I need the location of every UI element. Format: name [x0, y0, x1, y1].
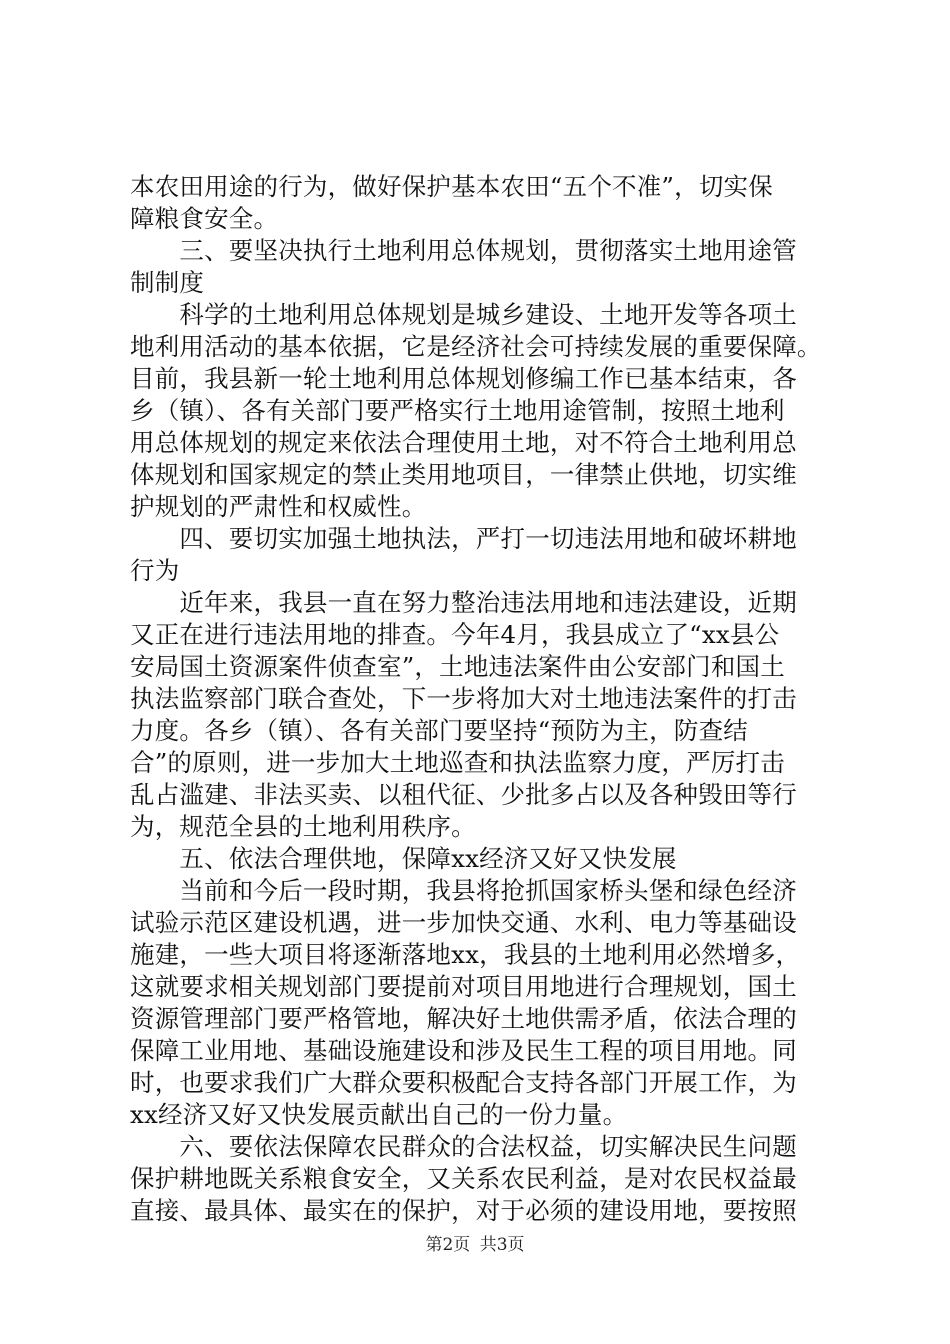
page-footer [0, 1234, 950, 1256]
text-line: xx经济又好又快发展贡献出自己的一份力量。 [130, 1100, 628, 1129]
section-heading: 行为 [130, 556, 180, 585]
text-line: 安局国土资源案件侦查室”，土地违法案件由公安部门和国土 [130, 652, 785, 681]
text-line: 为，规范全县的土地利用秩序。 [130, 812, 476, 841]
section-heading: 五、依法合理供地，保障xx经济又好又快发展 [130, 844, 677, 873]
text-line: 试验示范区建设机遇，进一步加快交通、水利、电力等基础设 [130, 908, 797, 937]
document-body [130, 171, 830, 1227]
page-number: 第2页 [425, 1235, 471, 1255]
text-line: 保障工业用地、基础设施建设和涉及民生工程的项目用地。同 [130, 1036, 797, 1065]
text-line: 乡（镇）、各有关部门要严格实行土地用途管制，按照土地利 [130, 396, 785, 425]
text-line: 护规划的严肃性和权威性。 [130, 492, 427, 521]
text-line: 合”的原则，进一步加大土地巡查和执法监察力度，严厉打击 [130, 748, 785, 777]
text-line: 乱占滥建、非法买卖、以租代征、少批多占以及各种毁田等行 [130, 780, 797, 809]
text-line: 用总体规划的规定来依法合理使用土地，对不符合土地利用总 [130, 428, 797, 457]
text-line: 目前，我县新一轮土地利用总体规划修编工作已基本结束，各 [130, 364, 797, 393]
section-heading: 制制度 [130, 268, 205, 297]
text-line: 这就要求相关规划部门要提前对项目用地进行合理规划，国土 [130, 972, 797, 1001]
section-heading: 三、要坚决执行土地利用总体规划，贯彻落实土地用途管 [130, 236, 797, 265]
section-heading: 六、要依法保障农民群众的合法权益，切实解决民生问题 [130, 1132, 797, 1161]
text-line: 近年来，我县一直在努力整治违法用地和违法建设，近期 [130, 588, 797, 617]
text-line: 地利用活动的基本依据，它是经济社会可持续发展的重要保障。 [130, 332, 822, 361]
text-line: 直接、最具体、最实在的保护，对于必须的建设用地，要按照 [130, 1196, 797, 1225]
text-line: 施建，一些大项目将逐渐落地xx，我县的土地利用必然增多， [130, 940, 801, 969]
text-line: 障粮食安全。 [130, 204, 279, 233]
text-line: 科学的土地利用总体规划是城乡建设、土地开发等各项土 [130, 300, 797, 329]
text-line: 又正在进行违法用地的排查。今年4月，我县成立了“xx县公 [130, 620, 780, 649]
text-line: 执法监察部门联合查处，下一步将加大对土地违法案件的打击 [130, 684, 797, 713]
section-heading: 四、要切实加强土地执法，严打一切违法用地和破坏耕地 [130, 524, 797, 553]
text-line: 本农田用途的行为，做好保护基本农田“五个不准”，切实保 [130, 172, 773, 201]
text-line: 资源管理部门要严格管地，解决好土地供需矛盾，依法合理的 [130, 1004, 797, 1033]
text-line: 体规划和国家规定的禁止类用地项目，一律禁止供地，切实维 [130, 460, 797, 489]
page-total: 共3页 [479, 1235, 525, 1255]
text-line: 时，也要求我们广大群众要积极配合支持各部门开展工作，为 [130, 1068, 797, 1097]
text-line: 力度。各乡（镇）、各有关部门要坚持“预防为主，防查结 [130, 716, 748, 745]
text-line: 保护耕地既关系粮食安全，又关系农民利益，是对农民权益最 [130, 1164, 797, 1193]
text-line: 当前和今后一段时期，我县将抢抓国家桥头堡和绿色经济 [130, 876, 797, 905]
